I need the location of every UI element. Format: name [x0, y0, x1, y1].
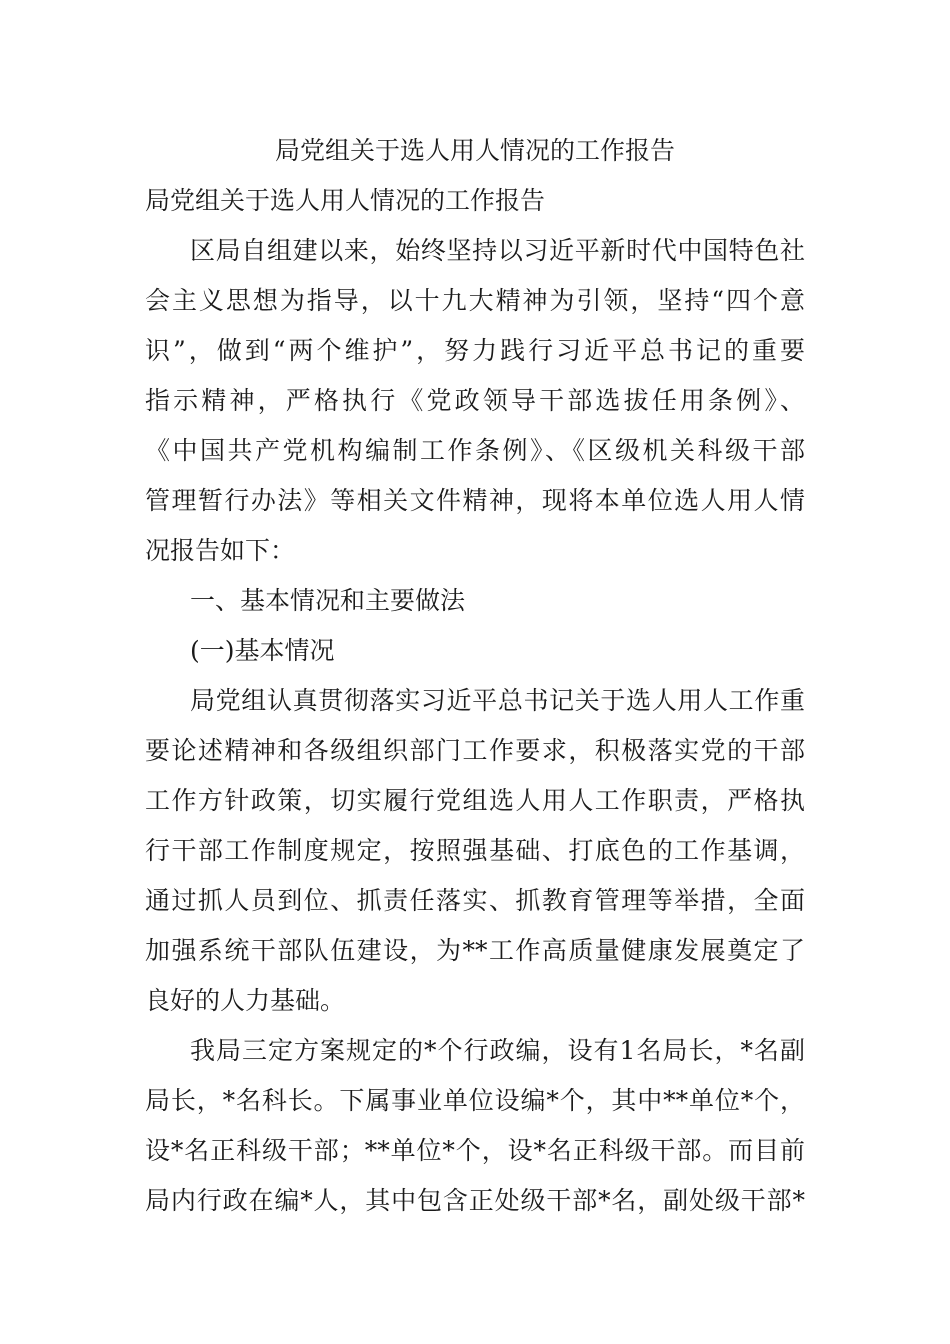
paragraph-line: 《中国共产党机构编制工作条例》、《区级机关科级干部 — [145, 436, 805, 465]
document-title: 局党组关于选人用人情况的工作报告 — [274, 136, 675, 165]
paragraph-line: 指示精神，严格执行《党政领导干部选拔任用条例》、 — [145, 386, 805, 415]
paragraph-line: 识”，做到“两个维护”，努力践行习近平总书记的重要 — [145, 336, 805, 365]
paragraph-line: 设*名正科级干部；**单位*个，设*名正科级干部。而目前 — [145, 1136, 805, 1165]
paragraph-line: 会主义思想为指导，以十九大精神为引领，坚持“四个意 — [145, 286, 805, 315]
paragraph-line: 工作方针政策，切实履行党组选人用人工作职责，严格执 — [145, 786, 805, 815]
paragraph-line: 加强系统干部队伍建设，为**工作高质量健康发展奠定了 — [145, 936, 805, 965]
section-heading: 一、基本情况和主要做法 — [190, 586, 466, 615]
paragraph-line: 我局三定方案规定的*个行政编，设有1名局长，*名副 — [190, 1036, 805, 1065]
paragraph-line: 局内行政在编*人，其中包含正处级干部*名，副处级干部* — [145, 1186, 805, 1215]
paragraph-line: 通过抓人员到位、抓责任落实、抓教育管理等举措，全面 — [145, 886, 805, 915]
paragraph-line: 行干部工作制度规定，按照强基础、打底色的工作基调， — [145, 836, 805, 865]
paragraph-line: 局党组认真贯彻落实习近平总书记关于选人用人工作重 — [190, 686, 805, 715]
paragraph-line: 管理暂行办法》等相关文件精神，现将本单位选人用人情 — [145, 486, 805, 515]
paragraph-line: 良好的人力基础。 — [145, 986, 346, 1015]
paragraph-line: 区局自组建以来，始终坚持以习近平新时代中国特色社 — [190, 236, 805, 265]
paragraph-line: 况报告如下： — [145, 536, 296, 565]
subsection-heading: (一)基本情况 — [190, 636, 335, 665]
paragraph-line: 局长，*名科长。下属事业单位设编*个，其中**单位*个， — [145, 1086, 805, 1115]
paragraph-line: 要论述精神和各级组织部门工作要求，积极落实党的干部 — [145, 736, 805, 765]
document-subtitle: 局党组关于选人用人情况的工作报告 — [145, 186, 546, 215]
